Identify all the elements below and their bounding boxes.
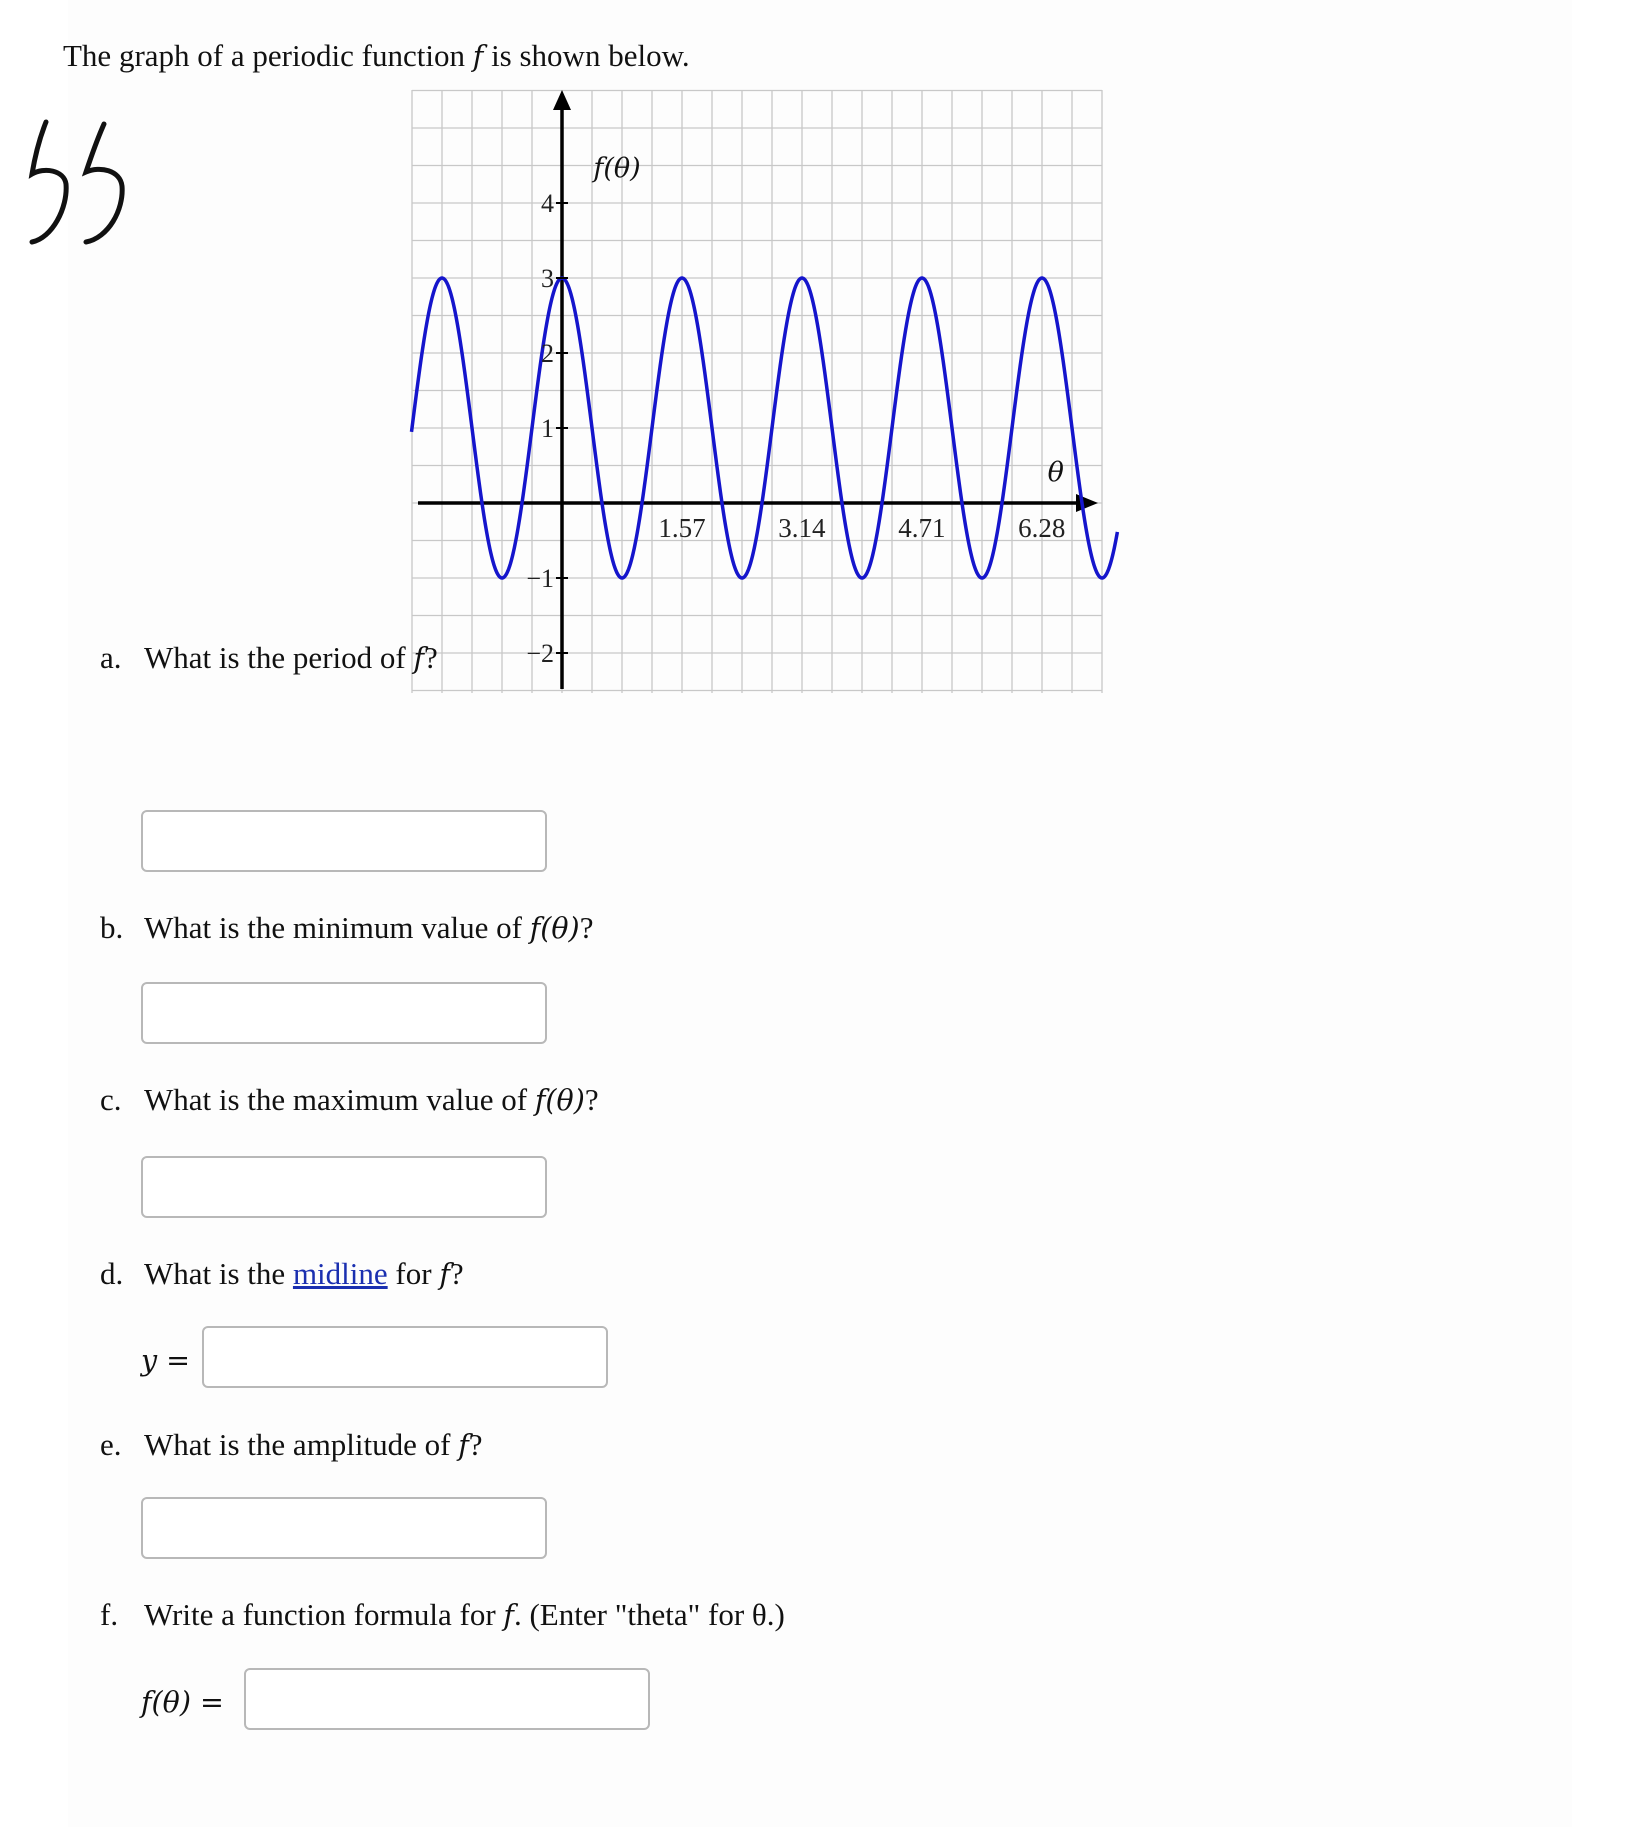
y-tick-label: −1 <box>526 564 554 593</box>
question-text: What is the maximum value of <box>144 1082 528 1117</box>
question-text: What is the amplitude of <box>144 1427 451 1462</box>
question-text: What is the <box>144 1256 286 1291</box>
formula-prefix <box>141 1684 224 1720</box>
question-letter: d. <box>100 1256 124 1291</box>
question-end: ? <box>424 640 438 675</box>
question-text: Write a function formula for <box>144 1597 496 1632</box>
y-tick-label: 1 <box>541 414 554 443</box>
intro-text <box>63 38 690 74</box>
question-d <box>100 1256 464 1292</box>
y-tick-label: 2 <box>541 339 554 368</box>
minimum-input[interactable] <box>141 982 547 1044</box>
x-tick-label: 3.14 <box>778 513 826 543</box>
maximum-input[interactable] <box>141 1156 547 1218</box>
y-tick-label: −2 <box>526 639 554 668</box>
question-letter: b. <box>100 910 124 945</box>
handwritten-digit-2 <box>86 124 122 242</box>
midline-prefix-text: y = <box>141 1344 191 1377</box>
y-tick-label: 3 <box>541 264 554 293</box>
question-letter: c. <box>100 1082 122 1117</box>
x-tick-label: 6.28 <box>1018 513 1066 543</box>
question-var: f <box>413 642 425 675</box>
question-a <box>100 640 438 676</box>
question-letter: f. <box>100 1597 119 1632</box>
intro-fvar: f <box>472 40 484 73</box>
question-end: ? <box>449 1256 464 1291</box>
formula-prefix-text: f(θ) = <box>141 1686 224 1719</box>
midline-prefix <box>141 1342 190 1378</box>
question-end: ? <box>584 1082 599 1117</box>
x-tick-label: 1.57 <box>658 513 706 543</box>
x-tick-label: 4.71 <box>898 513 946 543</box>
question-var: f(θ) <box>534 1084 585 1117</box>
x-axis-arrow <box>1076 494 1098 512</box>
question-end: . (Enter "theta" for θ.) <box>513 1597 785 1632</box>
question-end: ? <box>579 910 594 945</box>
question-text: What is the minimum value of <box>144 910 522 945</box>
question-var: f <box>503 1599 514 1632</box>
handwritten-annotation <box>24 112 134 262</box>
handwritten-digit-1 <box>32 122 66 242</box>
y-axis-arrow <box>553 90 571 110</box>
intro-after: is shown below. <box>491 38 690 73</box>
midline-input[interactable] <box>202 1326 608 1388</box>
question-text2: for <box>395 1256 432 1291</box>
y-axis-label: f(θ) <box>593 152 641 184</box>
question-var: f <box>439 1258 450 1291</box>
question-end: ? <box>468 1427 483 1462</box>
question-var: f <box>458 1429 469 1462</box>
y-tick-label: 4 <box>541 189 554 218</box>
amplitude-input[interactable] <box>141 1497 547 1559</box>
question-e <box>100 1427 483 1463</box>
x-axis-label: θ <box>1047 457 1064 488</box>
midline-link[interactable]: midline <box>292 1256 388 1291</box>
question-f <box>100 1597 785 1633</box>
formula-input[interactable] <box>244 1668 650 1730</box>
question-b <box>100 910 593 946</box>
question-var: f(θ) <box>529 912 580 945</box>
question-letter: a. <box>100 640 122 675</box>
question-text: What is the period of <box>144 640 406 675</box>
function-graph <box>400 88 1120 698</box>
intro-before: The graph of a periodic function <box>63 38 465 73</box>
question-letter: e. <box>100 1427 122 1462</box>
period-input[interactable] <box>141 810 547 872</box>
question-c <box>100 1082 599 1118</box>
